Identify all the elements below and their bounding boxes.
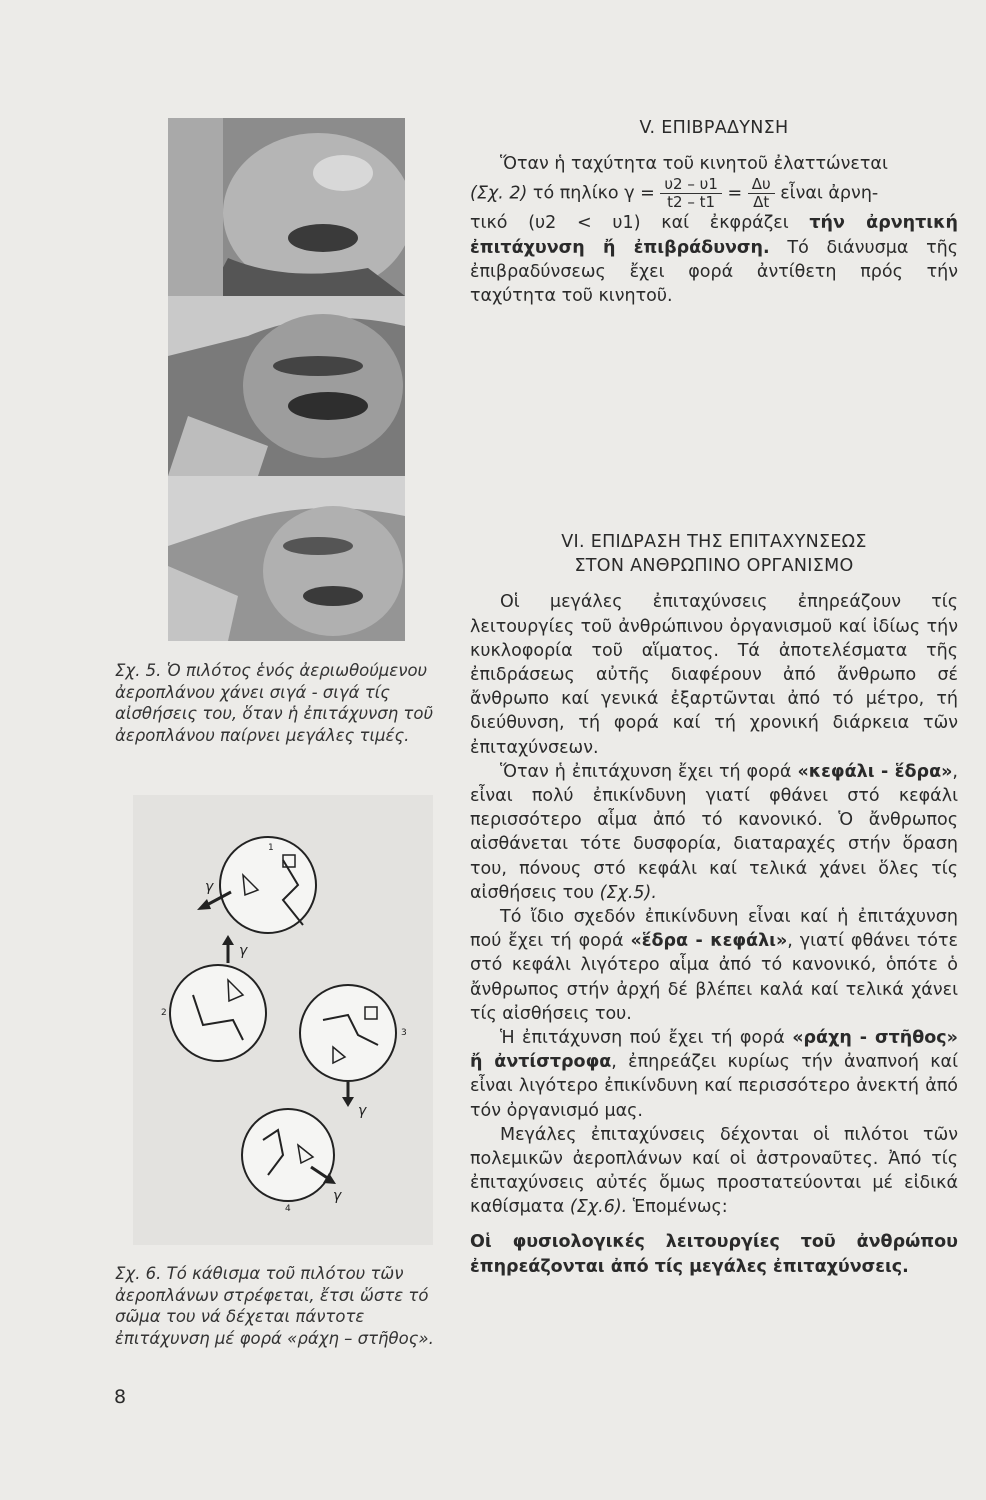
accel-symbol-3: γ bbox=[358, 1103, 367, 1119]
seat-position-2-circle bbox=[170, 965, 266, 1061]
section-6-paragraph-5: Μεγάλες ἐπιταχύνσεις δέχονται οἱ πιλότοι τῶν πολεμικῶν ἀεροπλάνων καί οἱ ἀστροναῦτες. Ἀπό τίς ἐπιταχύνσεις αὐτές ὅμως προστατεύονται μέ εἰδικά καθίσματα (Σχ.6). Ἑπομένως: bbox=[470, 1124, 958, 1218]
section-5 bbox=[470, 116, 958, 308]
pilot-photo-2 bbox=[168, 296, 405, 476]
position-label-2: 2 bbox=[161, 1008, 167, 1018]
fraction-velocity-change: $\frac{\upsilon 2 - \upsilon 1}{t2 - t1}$ bbox=[660, 176, 721, 211]
pilot-photo-3 bbox=[168, 476, 405, 641]
figure-6-diagram bbox=[133, 795, 433, 1245]
section-6-heading-line-1: VI. ΕΠΙΔΡΑΣΗ ΤΗΣ ΕΠΙΤΑΧΥΝΣΕΩΣ bbox=[561, 532, 867, 552]
figure-5-photo-strip bbox=[168, 118, 405, 641]
accel-symbol-4: γ bbox=[333, 1188, 342, 1204]
section-6-paragraph-1: Οἱ μεγάλες ἐπιταχύνσεις ἐπηρεάζουν τίς λειτουργίες τοῦ ἀνθρώπινου ὀργανισμοῦ καί ἰδίως τήν κυκλοφορία τοῦ αἵματος. Τά ἀποτελέσματα τῆς ἐπιδράσεως αὐτῆς διαφέρουν ἀπό ἄνθρωπο σέ ἄνθρωπο καί γενικά ἐξαρτῶνται ἀπό τό μέτρο, τή διεύθυνση, τή φορά καί τή χρονική διάρκεια τῶν ἐπιταχύνσεων. bbox=[470, 592, 958, 758]
negative-acceleration-term: τήν ἀρνητική ἐπιτάχυνση ἤ ἐπιβράδυνση. bbox=[470, 213, 958, 258]
pilot-photo-1 bbox=[168, 118, 405, 296]
section-6-conclusion: Οἱ φυσιολογικές λειτουργίες τοῦ ἀνθρώπου ἐπηρεάζονται ἀπό τίς μεγάλες ἐπιταχύνσεις. bbox=[470, 1231, 958, 1277]
section-6-heading-line-2: ΣΤΟΝ ΑΝΘΡΩΠΙΝΟ ΟΡΓΑΝΙΣΜΟ bbox=[574, 556, 854, 577]
figure-6-caption: Σχ. 6. Τό κάθισμα τοῦ πιλότου τῶν ἀεροπλάνων στρέφεται, ἔτσι ὥστε τό σῶμα του νά δέχεται πάντοτε ἐπιτάχυνση μέ φορά «ράχη – στῆθος». bbox=[115, 1264, 434, 1348]
seat-position-3-circle bbox=[300, 985, 396, 1081]
section-5-formula-line: (Σχ. 2) τό πηλίκο γ = $\frac{\upsilon 2 - \upsilon 1}{t2 - t1}$ = $\frac{\Delta\upsilon}{\Delta t}$ εἶναι ἀρνη- bbox=[470, 175, 879, 212]
section-5-body: τικό (υ2 < υ1) καί ἐκφράζει τήν ἀρνητική ἐπιτάχυνση ἤ ἐπιβράδυνση. Τό διάνυσμα τῆς ἐπιβραδύνσεως ἔχει φορά ἀντίθετη πρός τήν ταχύτητα τοῦ κινητοῦ. bbox=[470, 213, 958, 307]
figure-5-caption: Σχ. 5. Ὁ πιλότος ἑνός ἀεριωθούμενου ἀεροπλάνου χάνει σιγά - σιγά τίς αἰσθήσεις του, ὅταν ἡ ἐπιτάχυνση τοῦ ἀεροπλάνου παίρνει μεγάλες τιμές. bbox=[115, 661, 434, 745]
accel-symbol-1: γ bbox=[205, 879, 214, 895]
section-6 bbox=[470, 530, 958, 1280]
section-6-paragraph-4: Ἡ ἐπιτάχυνση πού ἔχει τή φορά «ράχη - στῆθος» ἤ ἀντίστροφα, ἐπηρεάζει κυρίως τήν ἀναπνοή καί εἶναι λιγότερο ἐπικίνδυνη καί περισσότερο ἀνεκτή ἀπό τόν ὀργανισμό μας. bbox=[470, 1028, 958, 1121]
accel-symbol-2: γ bbox=[239, 943, 248, 959]
position-label-3: 3 bbox=[401, 1028, 407, 1038]
section-5-heading: V. ΕΠΙΒΡΑΔΥΝΣΗ bbox=[639, 118, 789, 138]
page-number: 8 bbox=[114, 1386, 127, 1408]
position-label-1: 1 bbox=[268, 843, 274, 853]
position-label-4: 4 bbox=[285, 1204, 291, 1214]
seat-position-4-circle bbox=[242, 1109, 334, 1201]
section-6-paragraph-3: Τό ἴδιο σχεδόν ἐπικίνδυνη εἶναι καί ἡ ἐπιτάχυνση πού ἔχει τή φορά «ἕδρα - κεφάλι», γιατί φθάνει τότε στό κεφάλι λιγότερο αἷμα ἀπό τό κανονικό, ὁπότε ὁ ἄνθρωπος στήν ἀρχή δέ βλέπει καλά καί τελικά χάνει τίς αἰσθήσεις του. bbox=[470, 907, 958, 1024]
section-6-paragraph-2: Ὅταν ἡ ἐπιτάχυνση ἔχει τή φορά «κεφάλι - ἕδρα», εἶναι πολύ ἐπικίνδυνη γιατί φθάνει στό κεφάλι περισσότερο αἷμα ἀπό τό κανονικό. Ὁ ἄνθρωπος αἰσθάνεται τότε δυσφορία, διαταραχές στήν ὅραση του, πόνους στό κεφάλι καί τελικά χάνει ὅλες τίς αἰσθήσεις του (Σχ.5). bbox=[470, 761, 958, 903]
section-5-intro: Ὅταν ἡ ταχύτητα τοῦ κινητοῦ ἐλαττώνεται bbox=[500, 154, 888, 175]
fraction-delta: $\frac{\Delta\upsilon}{\Delta t}$ bbox=[748, 176, 775, 211]
